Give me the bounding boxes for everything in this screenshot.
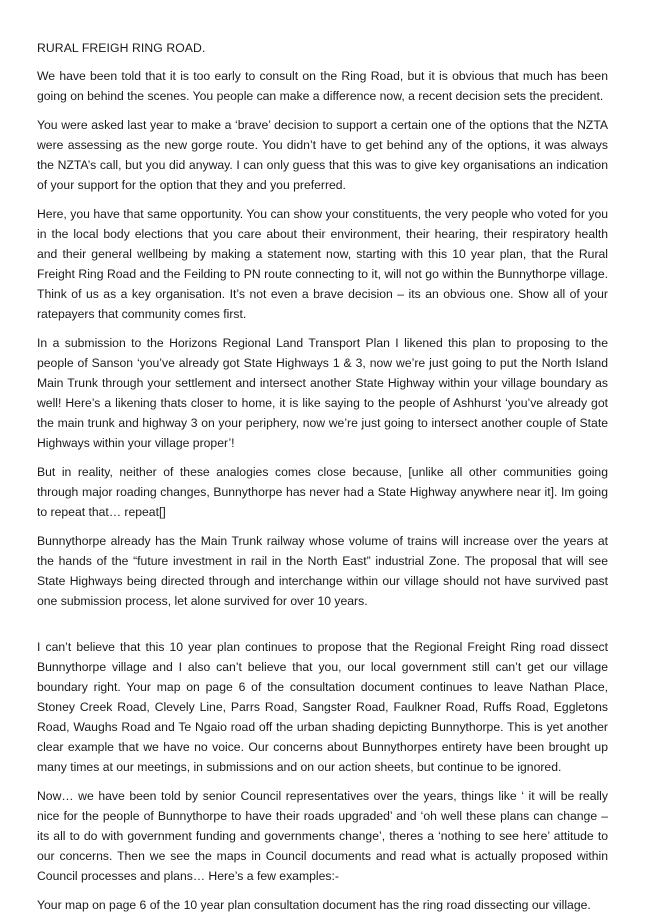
document-page: [37, 38, 608, 924]
document-title: RURAL FREIGH RING ROAD.: [37, 41, 206, 55]
paragraph-7: I can’t believe that this 10 year plan continues to propose that the Regional Freight Ring road dissect Bunnythorpe village and I also can’t believe that you, our local government still can’t get our village boundary right. Your map on page 6 of the consultation document continues to leave Nathan Place, Stoney Creek Road, Clevely Line, Parrs Road, Sangster Road, Faulkner Road, Ruffs Road, Eggletons Road, Waughs Road and Te Ngaio road off the urban shading depicting Bunnythorpe. This is yet another clear example that we have no voice. Our concerns about Bunnythorpes entirety have been brought up many times at our meetings, in submissions and on our action sheets, but continue to be ignored.: [37, 640, 608, 774]
paragraph-6: Bunnythorpe already has the Main Trunk railway whose volume of trains will increase over the years at the hands of the “future investment in rail in the North East” industrial Zone. The proposal that will see State Highways being directed through and interchange within our village should not have survived past one submission process, let alone survived for over 10 years.: [37, 534, 608, 608]
paragraph-4: In a submission to the Horizons Regional Land Transport Plan I likened this plan to proposing to the people of Sanson ‘you’ve already got State Highways 1 & 3, now we’re just going to put the North Island Main Trunk through your settlement and intersect another State Highway within your village boundary as well! Here’s a likening thats closer to home, it is like saying to the people of Ashhurst ‘you’ve already got the main trunk and highway 3 on your periphery, now we’re just going to intersect another couple of State Highways within your village proper’!: [37, 336, 608, 450]
paragraph-1: We have been told that it is too early to consult on the Ring Road, but it is obvious that much has been going on behind the scenes. You people can make a difference now, a recent decision sets the precident.: [37, 69, 608, 103]
paragraph-3: Here, you have that same opportunity. You can show your constituents, the very people who voted for you in the local body elections that you care about their environment, their hearing, their respiratory health and their general wellbeing by making a statement now, starting with this 10 year plan, that the Rural Freight Ring Road and the Feilding to PN route connecting to it, will not go within the Bunnythorpe village. Think of us as a key organisation. It’s not even a brave decision – its an obvious one. Show all of your ratepayers that community comes first.: [37, 207, 608, 321]
paragraph-5: But in reality, neither of these analogies comes close because, [unlike all other communities going through major roading changes, Bunnythorpe has never had a State Highway anywhere near it]. Im going to repeat that… repeat[]: [37, 465, 608, 519]
paragraph-2: You were asked last year to make a ‘brave’ decision to support a certain one of the options that the NZTA were assessing as the new gorge route. You didn’t have to get behind any of the options, it was always the NZTA’s call, but you did anyway. I can only guess that this was to give key organisations an indication of your support for the option that they and you preferred.: [37, 118, 608, 192]
paragraph-9: Your map on page 6 of the 10 year plan consultation document has the ring road dissecting our village.: [37, 898, 591, 912]
paragraph-8: Now… we have been told by senior Council representatives over the years, things like ‘ it will be really nice for the people of Bunnythorpe to have their roads upgraded’ and ‘oh well these plans can change – its all to do with government funding and governments change’, theres a ‘nothing to see here’ attitude to our concerns. Then we see the maps in Council documents and read what is actually proposed within Council processes and plans… Here’s a few examples:-: [37, 789, 608, 883]
